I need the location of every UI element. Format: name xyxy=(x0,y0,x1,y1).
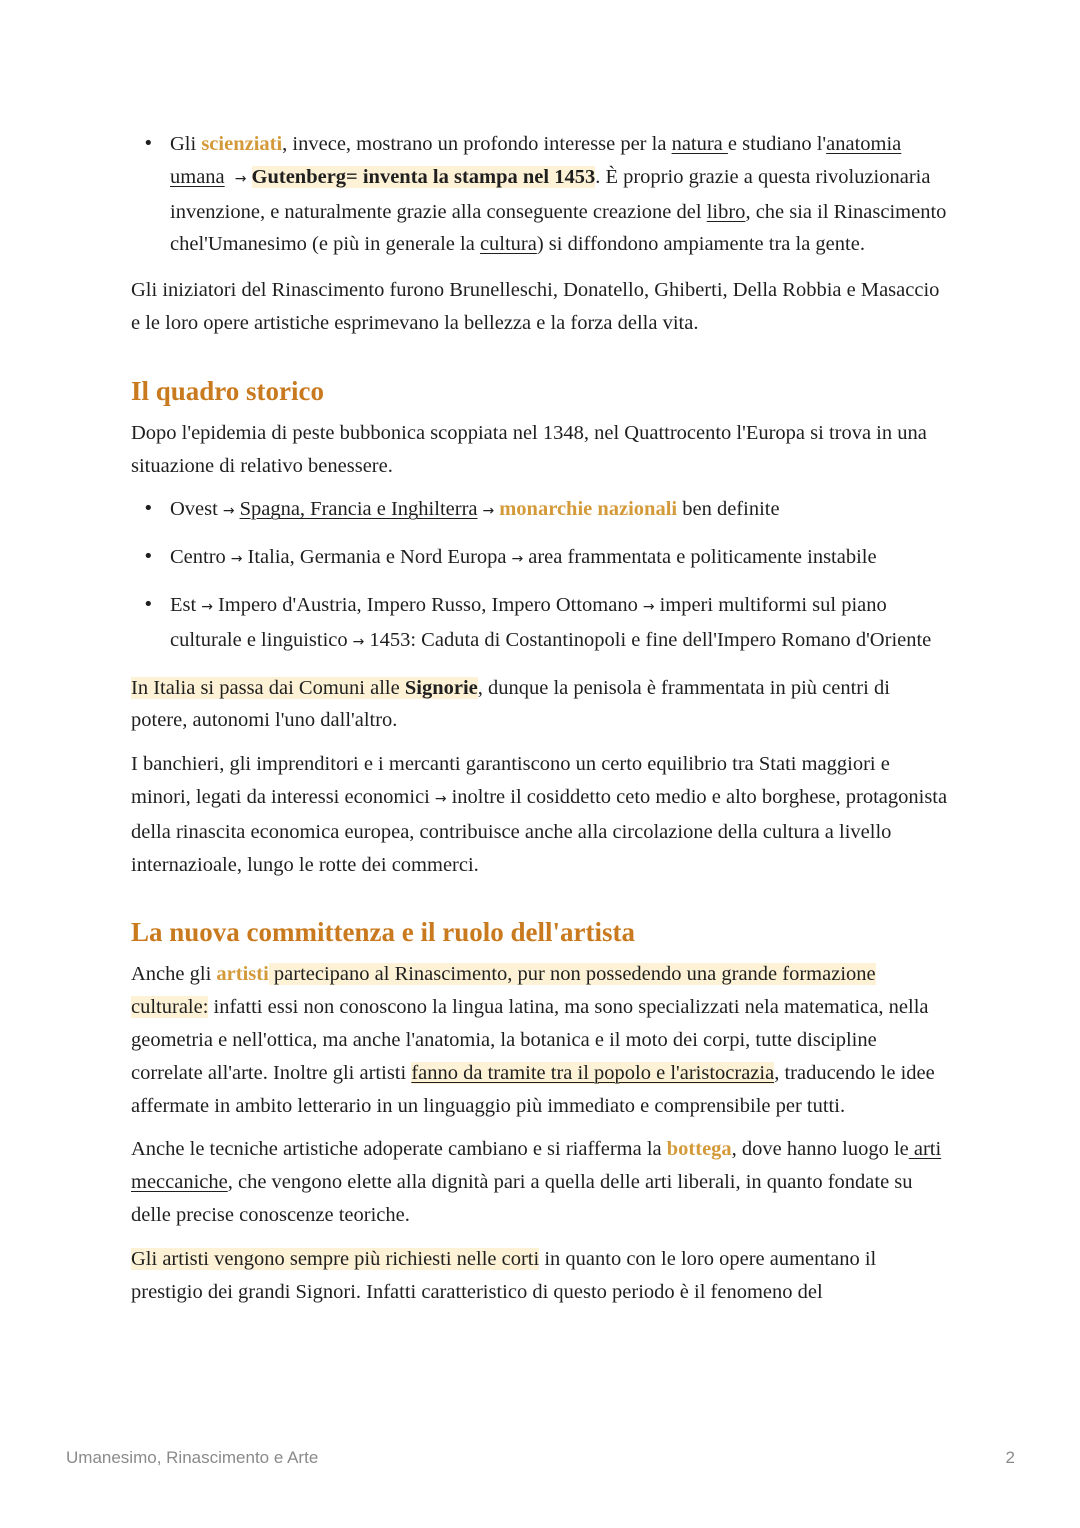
arrow-icon: → xyxy=(201,598,213,615)
text: Centro xyxy=(170,546,226,569)
heading-quadro-storico: Il quadro storico xyxy=(131,375,325,406)
text: Impero d'Austria, Impero Russo, Impero Ottomano xyxy=(217,593,638,616)
underline-anatomia: anatomia umana xyxy=(170,133,902,188)
text: ben definite xyxy=(677,498,780,521)
text: infatti essi non conoscono la lingua latina, ma sono specializzati nela matematica, nella geometria e nell'ottica, ma anche l'anatomia, la botanica e il moto dei corpi, tutte discipline correlate all'arte. Inoltre gli artisti xyxy=(131,996,929,1084)
text: e studiano l' xyxy=(727,133,827,155)
highlight-italia: In Italia si passa dai Comuni alle xyxy=(131,676,405,699)
highlight-gutenberg: Gutenberg= inventa la stampa nel 1453 xyxy=(251,165,596,188)
text: 1453: Caduta di Costantinopoli e fine dell'Impero Romano d'Oriente xyxy=(369,628,932,651)
text: inoltre il cosiddetto ceto medio e alto borghese, protagonista della rinascita economica europea, contribuisce anche alla circolazione della cultura a livello internazioale, lungo le rotte dei commerci. xyxy=(131,785,948,876)
underline-arti-meccaniche: arti meccaniche xyxy=(131,1138,942,1194)
paragraph-peste: Dopo l'epidemia di peste bubbonica scoppiata nel 1348, nel Quattrocento l'Europa si trova in una situazione di relativo benessere. xyxy=(131,421,927,477)
text: , invece, mostrano un profondo interesse per la xyxy=(282,133,672,155)
regions-list xyxy=(131,493,951,658)
text: area frammentata e politicamente instabile xyxy=(528,546,877,569)
text: Italia, Germania e Nord Europa xyxy=(247,546,507,569)
arrow-icon: → xyxy=(434,790,447,807)
underline-libro: libro xyxy=(706,200,746,223)
arrow-icon: → xyxy=(482,503,495,520)
document-body xyxy=(131,128,951,1319)
text: I banchieri, gli imprenditori e i mercanti garantiscono un certo equilibrio tra Stati maggiori e minori, legati da interessi economici xyxy=(131,753,890,808)
text: Anche le tecniche artistiche adoperate cambiano e si riafferma la xyxy=(131,1138,667,1161)
paragraph-signorie xyxy=(131,672,951,738)
arrow-icon: → xyxy=(234,170,247,187)
page-number: 2 xyxy=(1005,1448,1015,1467)
text: imperi multiformi sul piano culturale e linguistico xyxy=(170,593,887,651)
heading-committenza: La nuova committenza e il ruolo dell'artista xyxy=(131,917,635,948)
list-item-scienziati xyxy=(131,128,951,261)
highlight-scienziati: scienziati xyxy=(201,133,283,155)
arrow-icon: → xyxy=(230,551,243,568)
text: , che vengono elette alla dignità pari a quella delle arti liberali, in quanto fondate su delle precise conoscenze teoriche. xyxy=(131,1171,913,1226)
text: , dunque la penisola è frammentata in più centri di potere, autonomi l'uno dall'altro. xyxy=(131,676,890,732)
text: , che sia il Rinascimento chel'Umanesimo (e più in generale la xyxy=(170,200,947,256)
list-item-ovest xyxy=(131,493,951,528)
highlight-bottega: bottega xyxy=(666,1138,732,1161)
scientists-list xyxy=(131,128,951,261)
text: ) si diffondono ampiamente tra la gente. xyxy=(536,233,865,256)
list-item-centro xyxy=(131,541,951,576)
highlight-signorie: Signorie xyxy=(404,676,478,699)
text: Est xyxy=(170,593,197,616)
text xyxy=(225,166,230,188)
underline-natura: natura xyxy=(671,133,728,155)
highlight-corti: Gli artisti vengono sempre più richiesti nelle corti xyxy=(131,1247,540,1270)
text: , dove hanno luogo le xyxy=(731,1138,909,1161)
paragraph-banchieri xyxy=(131,748,951,881)
text: Gli xyxy=(170,133,202,155)
list-item-est xyxy=(131,589,951,659)
highlight-partecipano: partecipano al Rinascimento, pur non possedendo una grande formazione culturale: xyxy=(131,963,876,1019)
text: Anche gli xyxy=(131,963,217,986)
footer-title: Umanesimo, Rinascimento e Arte xyxy=(66,1448,319,1467)
paragraph-artisti xyxy=(131,958,951,1122)
highlight-tramite: fanno da tramite tra il popolo e l'aristocrazia xyxy=(411,1061,775,1084)
arrow-icon: → xyxy=(222,503,235,520)
text: . È proprio grazie a questa rivoluzionaria invenzione, e naturalmente grazie alla conseguente creazione del xyxy=(170,165,931,223)
paragraph-bottega xyxy=(131,1133,951,1231)
text: in quanto con le loro opere aumentano il prestigio dei grandi Signori. Infatti caratteristico di questo periodo è il fenomeno del xyxy=(131,1247,877,1303)
underline-paesi: Spagna, Francia e Inghilterra xyxy=(239,498,478,521)
arrow-icon: → xyxy=(511,551,524,568)
text: Ovest xyxy=(170,498,218,521)
text: , traducendo le idee affermate in ambito letterario in un linguaggio più immediato e comprensibile per tutti. xyxy=(131,1061,935,1117)
paragraph-iniziatori: Gli iniziatori del Rinascimento furono Brunelleschi, Donatello, Ghiberti, Della Robbia e Masaccio e le loro opere artistiche esprimevano la bellezza e la forza della vita. xyxy=(131,279,940,334)
highlight-artisti: artisti xyxy=(216,963,269,986)
arrow-icon: → xyxy=(352,633,365,650)
paragraph-corti xyxy=(131,1243,951,1309)
highlight-monarchie: monarchie nazionali xyxy=(499,498,678,521)
arrow-icon: → xyxy=(642,598,655,615)
underline-cultura: cultura xyxy=(479,233,537,256)
